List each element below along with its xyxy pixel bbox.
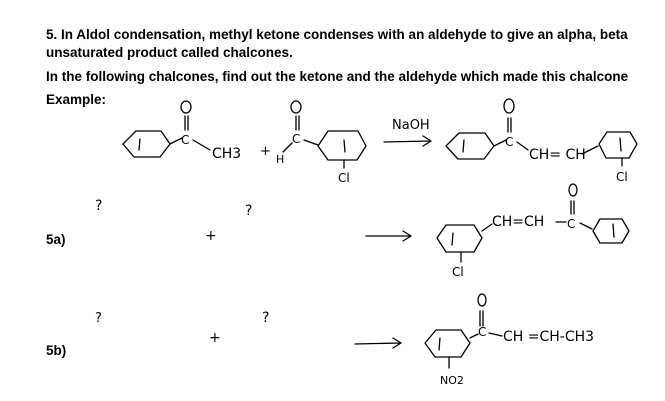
example-product-o (504, 99, 514, 113)
part-a-plus: + (205, 228, 217, 244)
svg-text:C: C (567, 217, 576, 231)
part-b-unknown-2: ? (262, 310, 270, 326)
part-b-product-ring (425, 330, 470, 357)
question-line-2: unsaturated product called chalcones. (46, 45, 293, 60)
part-a-product-ring (437, 225, 482, 252)
example-product-cl: Cl (616, 170, 628, 184)
part-a-product-cl: Cl (452, 265, 464, 279)
part-a-arrow (366, 231, 411, 241)
example-ketone-c: C (181, 133, 190, 147)
example-aldehyde-o (291, 101, 301, 113)
part-a-product-o (569, 184, 577, 196)
example-plus: + (260, 144, 271, 159)
example-reagent: NaOH (392, 118, 430, 133)
example-aldehyde-c: C (292, 132, 301, 146)
part-b-plus: + (209, 330, 221, 346)
example-product-ring-2 (599, 132, 637, 158)
question-line-1: 5. In Aldol condensation, methyl ketone condenses with an aldehyde to give an alpha, beta (46, 27, 628, 42)
part-a-label: 5a) (46, 232, 66, 247)
part-a-unknown-1: ? (95, 198, 103, 214)
part-b-label: 5b) (46, 343, 67, 358)
svg-text:C: C (505, 135, 514, 149)
example-ketone-o (181, 101, 191, 113)
example-arrow (384, 136, 431, 146)
part-b-product-o (478, 294, 486, 306)
part-a-product-chain: CH=CH (492, 214, 545, 230)
part-a-unknown-2: ? (245, 203, 253, 219)
part-a-product-ring-2 (593, 219, 629, 243)
example-ketone-ring (123, 131, 170, 157)
example-aldehyde-ring (318, 131, 366, 160)
svg-text:C: C (478, 325, 487, 339)
example-aldehyde-h: H (276, 153, 285, 166)
part-b-arrow (355, 338, 401, 348)
part-b-product-chain: CH =CH-CH3 (503, 329, 595, 345)
part-b-product-no2: NO2 (440, 374, 464, 387)
example-aldehyde-cl: Cl (338, 171, 350, 185)
example-label: Example: (46, 92, 107, 107)
example-product-chain: CH= CH (529, 147, 586, 163)
part-b-unknown-1: ? (95, 311, 102, 326)
example-product-ring (446, 133, 494, 159)
example-ketone-ch3: CH3 (212, 146, 242, 162)
question-line-3: In the following chalcones, find out the ketone and the aldehyde which made this chalcone (46, 69, 629, 84)
